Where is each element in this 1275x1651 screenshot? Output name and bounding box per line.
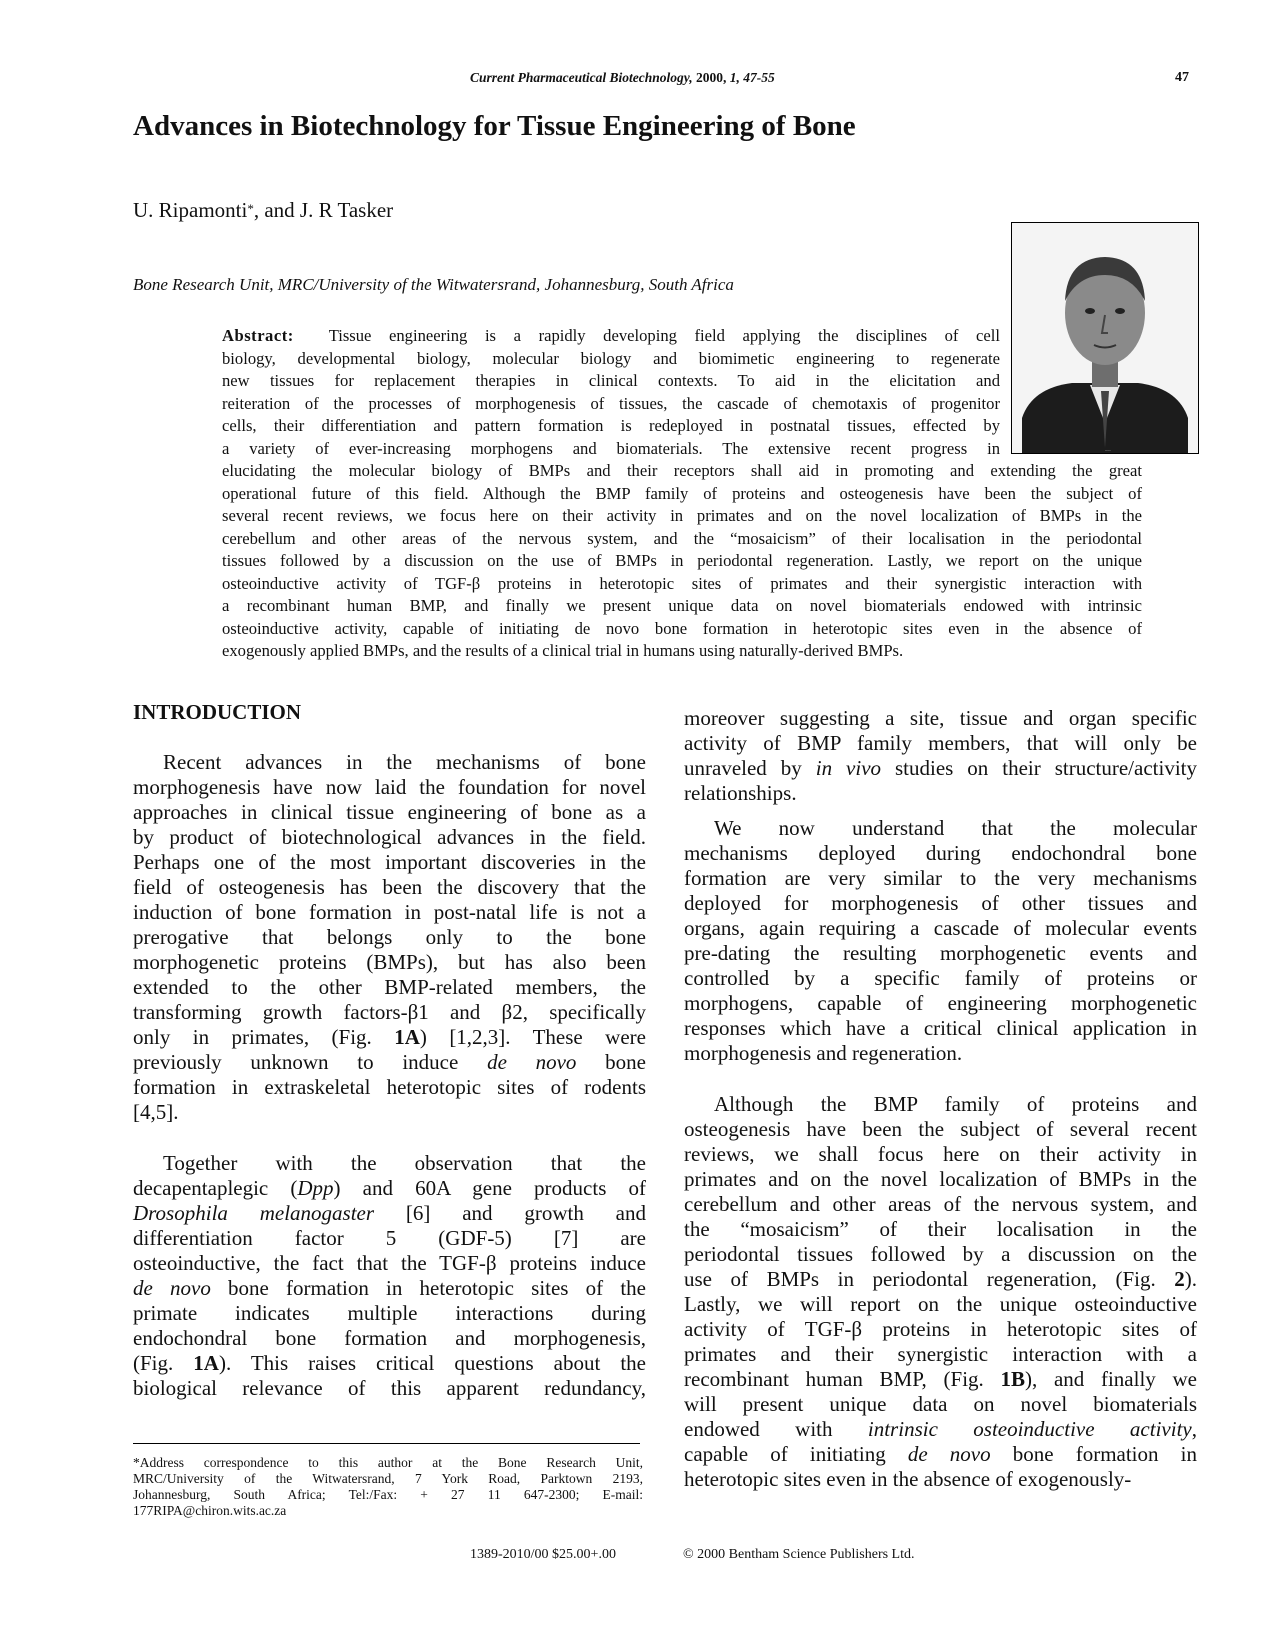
abstract-line: new tissues for replacement therapies in clinical contexts. To aid in the elicitation and (222, 371, 1000, 390)
abstract-line: osteoinductive activity, capable of initiating de novo bone formation in heterotopic sites even in the absence of (222, 618, 1142, 638)
body-line: recombinant human BMP, (Fig. 1B), and finally we (684, 1367, 1197, 1391)
body-line: pre-dating the resulting morphogenetic events and (684, 941, 1197, 965)
running-head (470, 70, 775, 86)
body-line: capable of initiating de novo bone formation in (684, 1442, 1197, 1466)
footnote-line: MRC/University of the Witwatersrand, 7 York Road, Parktown 2193, (133, 1471, 643, 1486)
body-line: de novo bone formation in heterotopic sites of the (133, 1276, 646, 1300)
body-line: formation are very similar to the very mechanisms (684, 866, 1197, 890)
body-line: endowed with intrinsic osteoinductive activity, (684, 1417, 1197, 1441)
body-line: differentiation factor 5 (GDF-5) [7] are (133, 1226, 646, 1250)
body-line: field of osteogenesis has been the discovery that the (133, 875, 646, 899)
author-rest: , and J. R Tasker (253, 198, 394, 222)
left-column (133, 712, 646, 1401)
figure-ref: 1A (193, 1351, 219, 1375)
abstract-line: exogenously applied BMPs, and the results of a clinical trial in humans using naturally-derived BMPs. (222, 641, 904, 660)
abstract (222, 325, 1142, 663)
abstract-line: Abstract: Tissue engineering is a rapidly developing field applying the disciplines of cell (222, 326, 1000, 345)
photo-label: author portrait (1105, 451, 1111, 452)
body-line: primates and on the novel localization of BMPs in the (684, 1167, 1197, 1191)
body-line: We now understand that the molecular (714, 816, 1197, 840)
journal-year: 2000, (696, 70, 727, 85)
abstract-line: several recent reviews, we focus here on their activity in primates and on the novel localization of BMPs in the (222, 506, 1142, 525)
affiliation: Bone Research Unit, MRC/University of the Witwatersrand, Johannesburg, South Africa (133, 275, 734, 294)
body-line: Perhaps one of the most important discoveries in the (133, 850, 646, 874)
author-first: U. Ripamonti (133, 198, 248, 222)
body-line: decapentaplegic (Dpp) and 60A gene products of (133, 1176, 646, 1200)
body-line: periodontal tissues followed by a discussion on the (684, 1242, 1197, 1266)
journal-pages: 47-55 (743, 70, 775, 85)
copyright: © 2000 Bentham Science Publishers Ltd. (683, 1547, 915, 1562)
figure-ref: 1A (394, 1025, 420, 1049)
body-line: Together with the observation that the (163, 1151, 646, 1175)
journal-name: Current Pharmaceutical Biotechnology, (470, 70, 693, 85)
body-line: use of BMPs in periodontal regeneration, (Fig. 2). (684, 1267, 1197, 1291)
body-line: heterotopic sites even in the absence of exogenously- (684, 1467, 1132, 1491)
body-line: primates and their synergistic interaction with a (684, 1342, 1197, 1366)
abstract-line: operational future of this field. Although the BMP family of proteins and osteogenesis have been the subject of (222, 483, 1142, 503)
abstract-line: cerebellum and other areas of the nervous system, and the “mosaicism” of their localisation in the periodontal (222, 528, 1142, 548)
abstract-label: Abstract: (222, 326, 294, 345)
abstract-line: osteoinductive activity of TGF-β proteins in heterotopic sites of primates and their synergistic interaction with (222, 573, 1142, 593)
body-line: morphogenesis and regeneration. (684, 1041, 963, 1065)
figure-ref: 1B (1000, 1367, 1025, 1391)
right-column (684, 706, 1197, 1492)
body-line: will present unique data on novel biomaterials (684, 1392, 1197, 1416)
body-line: unraveled by in vivo studies on their structure/activity (684, 756, 1197, 780)
footnote-rule (133, 1443, 640, 1444)
abstract-line: reiteration of the processes of morphogenesis of tissues, the cascade of chemotaxis of progenitor (222, 393, 1000, 413)
body-line: Lastly, we will report on the unique osteoinductive (684, 1292, 1197, 1316)
body-line: by product of biotechnological advances in the field. (133, 825, 646, 849)
figure-ref: 2 (1174, 1267, 1185, 1291)
body-line: activity of TGF-β proteins in heterotopic sites of (684, 1317, 1197, 1341)
body-line: induction of bone formation in post-natal life is not a (133, 900, 646, 924)
author-mark: * (247, 201, 254, 216)
issn-price: 1389-2010/00 $25.00+.00 (470, 1547, 616, 1562)
footnote-email[interactable]: 177RIPA@chiron.wits.ac.za (133, 1503, 287, 1518)
body-line: reviews, we shall focus here on their activity in (684, 1142, 1197, 1166)
body-line: osteogenesis have been the subject of several recent (684, 1117, 1197, 1141)
abstract-line: a variety of ever-increasing morphogens and biomaterials. The extensive recent progress in (222, 438, 1000, 458)
abstract-line: a recombinant human BMP, and finally we present unique data on novel biomaterials endowed with intrinsic (222, 596, 1142, 615)
journal-volume: 1, (729, 70, 740, 85)
body-line: morphogenesis have now laid the foundation for novel (133, 775, 646, 799)
body-line: approaches in clinical tissue engineering of bone as a (133, 800, 646, 824)
body-line: biological relevance of this apparent redundancy, (133, 1376, 646, 1400)
body-line: deployed for morphogenesis of other tissues and (684, 891, 1197, 915)
body-line: formation in extraskeletal heterotopic sites of rodents (133, 1075, 646, 1099)
section-heading: INTRODUCTION (133, 700, 302, 724)
body-line: mechanisms deployed during endochondral bone (684, 841, 1197, 865)
footnote-line: *Address correspondence to this author at the Bone Research Unit, (133, 1455, 643, 1470)
body-line: controlled by a specific family of proteins or (684, 966, 1197, 990)
abstract-line: elucidating the molecular biology of BMPs and their receptors shall aid in promoting and extending the great (222, 461, 1142, 480)
body-line: relationships. (684, 781, 797, 805)
body-line: prerogative that belongs only to the bone (133, 925, 646, 949)
footnote-line: Johannesburg, South Africa; Tel:/Fax: + 27 11 647-2300; E-mail: (133, 1487, 643, 1502)
abstract-line: cells, their differentiation and pattern formation is redeployed in postnatal tissues, effected by (222, 416, 1000, 435)
body-line: transforming growth factors-β1 and β2, specifically (133, 1000, 646, 1024)
body-line: responses which have a critical clinical application in (684, 1016, 1197, 1040)
body-line: osteoinductive, the fact that the TGF-β proteins induce (133, 1251, 646, 1275)
page-number: 47 (1175, 70, 1189, 85)
paper-title: Advances in Biotechnology for Tissue Engineering of Bone (133, 110, 856, 142)
body-line: the “mosaicism” of their localisation in the (684, 1217, 1197, 1241)
body-line: morphogens, capable of engineering morphogenetic (684, 991, 1197, 1015)
body-line: (Fig. 1A). This raises critical questions about the (133, 1351, 646, 1375)
body-line: Although the BMP family of proteins and (714, 1092, 1197, 1116)
body-line: primate indicates multiple interactions during (133, 1301, 646, 1325)
abstract-line: biology, developmental biology, molecular biology and biomimetic engineering to regenerate (222, 348, 1000, 368)
abstract-line: tissues followed by a discussion on the use of BMPs in periodontal regeneration. Lastly, we report on the unique (222, 551, 1142, 570)
body-line: only in primates, (Fig. 1A) [1,2,3]. These were (133, 1025, 646, 1049)
footnote (133, 1455, 643, 1519)
body-line: organs, again requiring a cascade of molecular events (684, 916, 1197, 940)
authors (133, 198, 393, 223)
body-line: moreover suggesting a site, tissue and organ specific (684, 706, 1197, 730)
body-line: Recent advances in the mechanisms of bone (163, 750, 646, 774)
body-line: cerebellum and other areas of the nervous system, and (684, 1192, 1197, 1216)
body-line: endochondral bone formation and morphogenesis, (133, 1326, 646, 1350)
body-line: activity of BMP family members, that will only be (684, 731, 1197, 755)
body-line: [4,5]. (133, 1100, 179, 1124)
body-line: morphogenetic proteins (BMPs), but has also been (133, 950, 646, 974)
body-line: previously unknown to induce de novo bone (133, 1050, 646, 1074)
body-line: Drosophila melanogaster [6] and growth and (133, 1201, 646, 1225)
body-line: extended to the other BMP-related members, the (133, 975, 646, 999)
